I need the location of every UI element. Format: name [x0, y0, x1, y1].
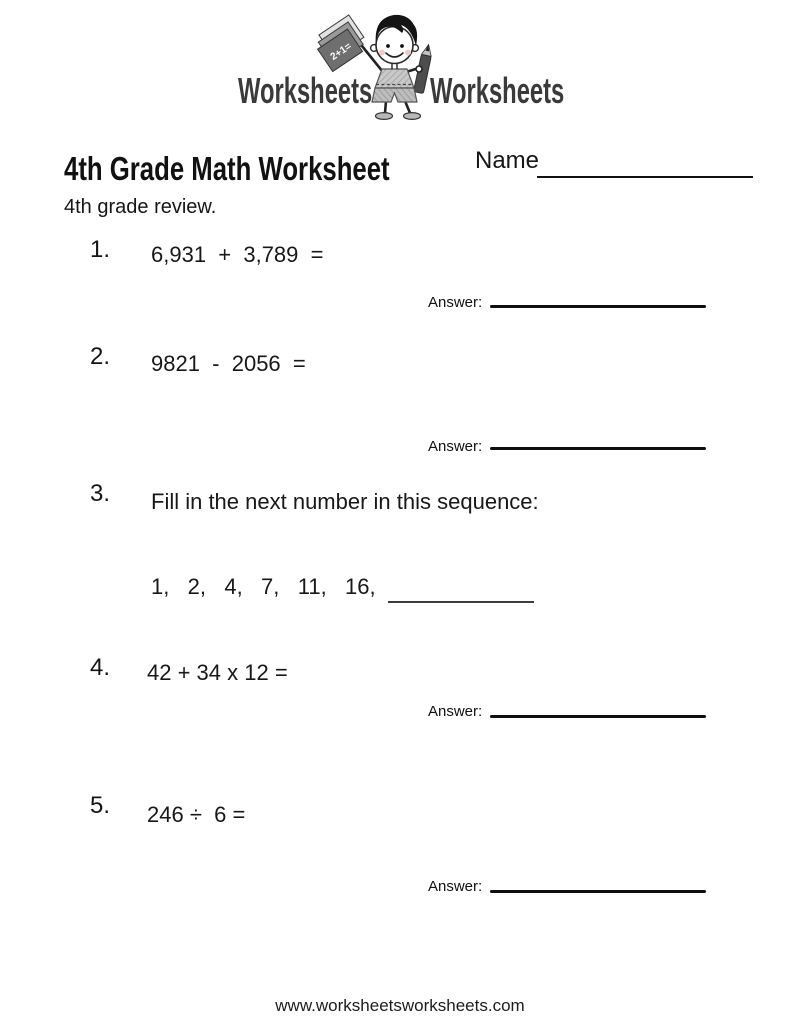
footer — [0, 996, 800, 1016]
worksheet-subtitle: 4th grade review. — [64, 196, 217, 218]
problem-1-number: 1. — [89, 236, 110, 263]
name-label: Name — [475, 147, 540, 174]
logo-text-left: Worksheets — [238, 70, 373, 111]
boy-shorts — [372, 88, 417, 102]
problem-4-expression: 42 + 34 x 12 = — [147, 660, 288, 685]
problem-3-sequence: 1, 2, 4, 7, 11, 16, — [151, 574, 376, 599]
problem-1-answer-label: Answer: — [428, 294, 483, 311]
problem-2-answer-line — [490, 447, 706, 450]
problem-3-blank-line — [388, 601, 534, 603]
boy-right-eye — [400, 44, 404, 48]
problem-2-expression: 9821 - 2056 = — [151, 351, 306, 376]
problem-4-answer-line — [490, 715, 706, 718]
problem-5-expression: 246 ÷ 6 = — [147, 802, 246, 827]
name-blank-line — [537, 150, 753, 178]
logo-book-label: 2+1= — [328, 41, 354, 63]
boy-left-eye — [386, 44, 390, 48]
problem-4-number: 4. — [89, 654, 110, 681]
boy-left-shoe — [376, 113, 393, 120]
problem-3-prompt: Fill in the next number in this sequence: — [151, 489, 539, 514]
boy-face — [376, 27, 413, 64]
logo-text-right: Worksheets — [430, 70, 565, 111]
footer-url: www.worksheetsworksheets.com — [275, 996, 525, 1015]
page-title: 4th Grade Math Worksheet — [64, 150, 390, 187]
boy-right-shoe — [404, 113, 421, 120]
problem-2-number: 2. — [89, 343, 110, 370]
math-book-icon — [315, 15, 370, 72]
logo-boy-mascot-icon — [315, 0, 495, 135]
problem-1-answer-line — [490, 305, 706, 308]
boy-legs — [385, 101, 410, 113]
problem-2-answer-label: Answer: — [428, 438, 483, 455]
problem-5-answer-line — [490, 890, 706, 893]
boy-left-cheek — [379, 50, 385, 56]
problem-3-number: 3. — [89, 480, 110, 507]
problem-4-answer-label: Answer: — [428, 703, 483, 720]
problem-5-answer-label: Answer: — [428, 878, 483, 895]
boy-right-cheek — [405, 50, 411, 56]
boy-shirt — [375, 69, 414, 88]
problem-1-expression: 6,931 + 3,789 = — [151, 242, 324, 267]
boy-hand — [416, 66, 422, 72]
problem-5-number: 5. — [89, 792, 110, 819]
